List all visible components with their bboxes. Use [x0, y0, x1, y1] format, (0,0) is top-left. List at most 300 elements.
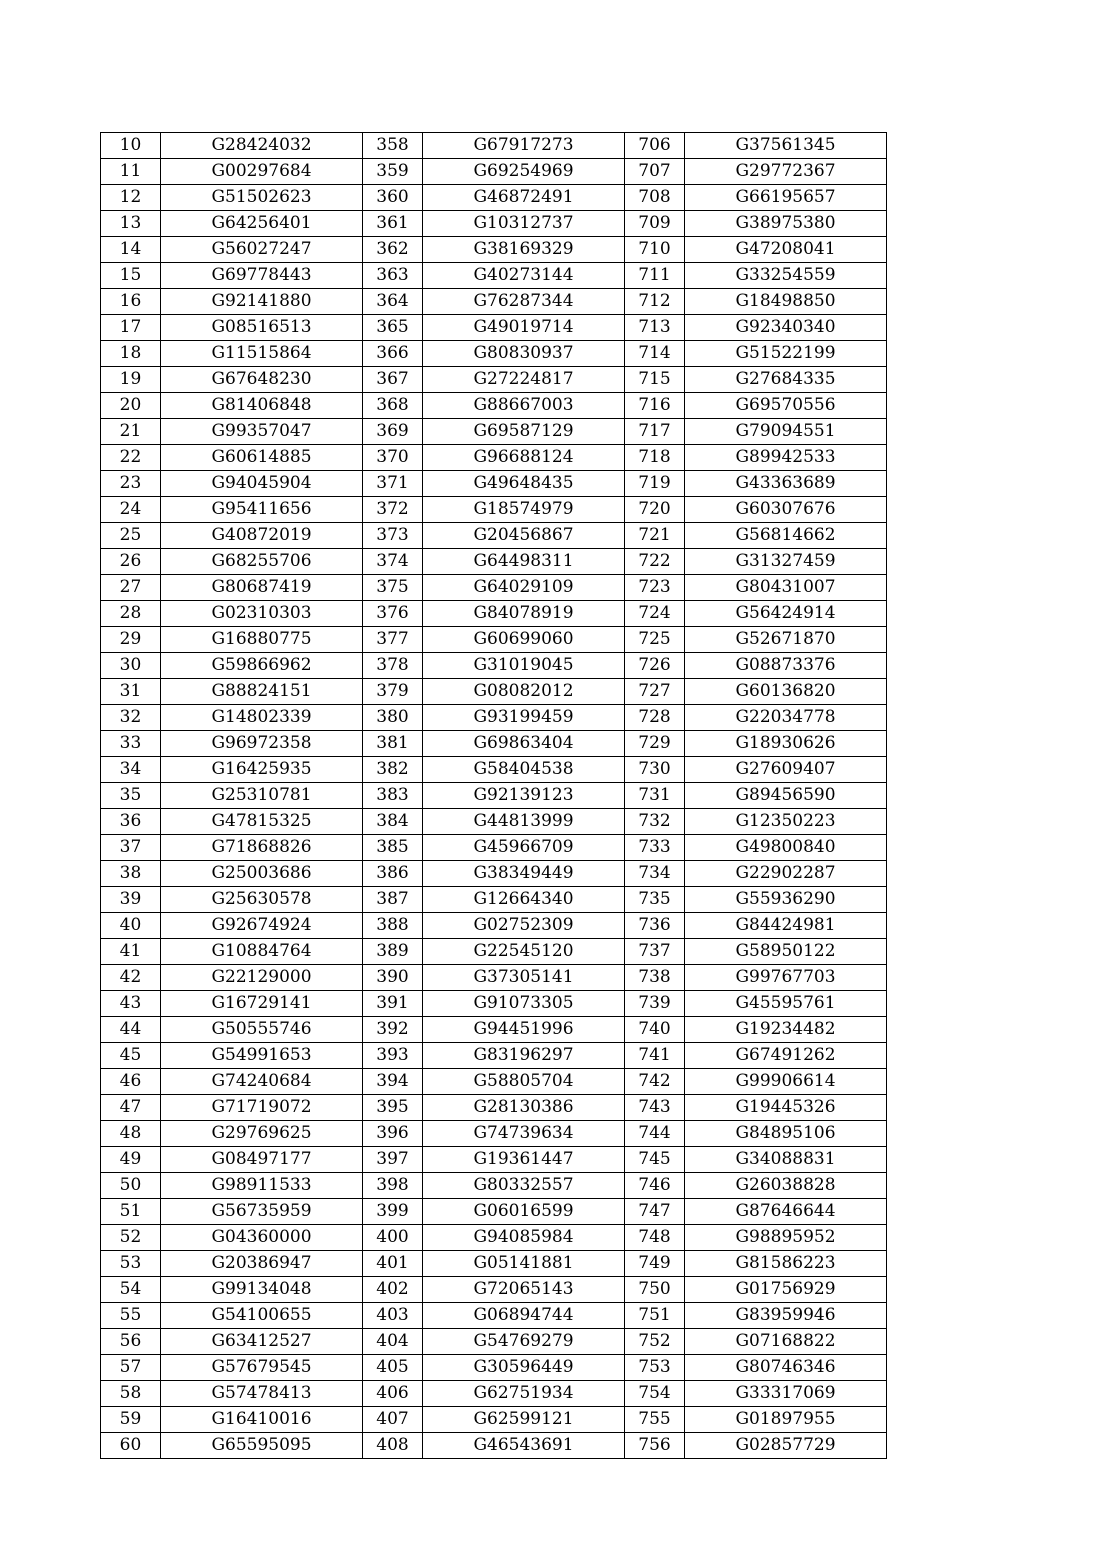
- index-cell: 44: [101, 1017, 161, 1043]
- index-cell: 737: [625, 939, 685, 965]
- table-row: [101, 1303, 887, 1329]
- code-cell: G31019045: [423, 653, 625, 679]
- table-row: [101, 731, 887, 757]
- index-cell: 369: [363, 419, 423, 445]
- code-cell: G91073305: [423, 991, 625, 1017]
- index-cell: 736: [625, 913, 685, 939]
- table-row: [101, 419, 887, 445]
- table-row: [101, 1095, 887, 1121]
- table-row: [101, 1017, 887, 1043]
- index-cell: 723: [625, 575, 685, 601]
- code-cell: G92141880: [161, 289, 363, 315]
- table-row: [101, 1173, 887, 1199]
- table-row: [101, 1069, 887, 1095]
- table-row: [101, 991, 887, 1017]
- code-cell: G20456867: [423, 523, 625, 549]
- id-number-table: [100, 132, 887, 1459]
- code-cell: G94451996: [423, 1017, 625, 1043]
- code-cell: G76287344: [423, 289, 625, 315]
- index-cell: 53: [101, 1251, 161, 1277]
- code-cell: G02310303: [161, 601, 363, 627]
- code-cell: G26038828: [685, 1173, 887, 1199]
- code-cell: G37561345: [685, 133, 887, 159]
- table-row: [101, 159, 887, 185]
- index-cell: 16: [101, 289, 161, 315]
- index-cell: 31: [101, 679, 161, 705]
- index-cell: 382: [363, 757, 423, 783]
- table-row: [101, 861, 887, 887]
- index-cell: 33: [101, 731, 161, 757]
- table-row: [101, 471, 887, 497]
- code-cell: G94045904: [161, 471, 363, 497]
- code-cell: G10884764: [161, 939, 363, 965]
- code-cell: G74240684: [161, 1069, 363, 1095]
- code-cell: G67491262: [685, 1043, 887, 1069]
- index-cell: 373: [363, 523, 423, 549]
- index-cell: 23: [101, 471, 161, 497]
- index-cell: 712: [625, 289, 685, 315]
- code-cell: G02857729: [685, 1433, 887, 1459]
- table-row: [101, 679, 887, 705]
- index-cell: 398: [363, 1173, 423, 1199]
- table-row: [101, 887, 887, 913]
- code-cell: G02752309: [423, 913, 625, 939]
- index-cell: 29: [101, 627, 161, 653]
- code-cell: G55936290: [685, 887, 887, 913]
- index-cell: 392: [363, 1017, 423, 1043]
- code-cell: G25003686: [161, 861, 363, 887]
- index-cell: 721: [625, 523, 685, 549]
- code-cell: G14802339: [161, 705, 363, 731]
- index-cell: 387: [363, 887, 423, 913]
- index-cell: 744: [625, 1121, 685, 1147]
- index-cell: 714: [625, 341, 685, 367]
- table-row: [101, 445, 887, 471]
- index-cell: 17: [101, 315, 161, 341]
- code-cell: G34088831: [685, 1147, 887, 1173]
- code-cell: G19361447: [423, 1147, 625, 1173]
- code-cell: G33317069: [685, 1381, 887, 1407]
- index-cell: 11: [101, 159, 161, 185]
- code-cell: G00297684: [161, 159, 363, 185]
- code-cell: G80746346: [685, 1355, 887, 1381]
- code-cell: G99357047: [161, 419, 363, 445]
- code-cell: G44813999: [423, 809, 625, 835]
- index-cell: 720: [625, 497, 685, 523]
- index-cell: 361: [363, 211, 423, 237]
- code-cell: G80431007: [685, 575, 887, 601]
- table-row: [101, 1277, 887, 1303]
- index-cell: 406: [363, 1381, 423, 1407]
- index-cell: 364: [363, 289, 423, 315]
- code-cell: G83959946: [685, 1303, 887, 1329]
- table-row: [101, 653, 887, 679]
- index-cell: 740: [625, 1017, 685, 1043]
- index-cell: 38: [101, 861, 161, 887]
- index-cell: 55: [101, 1303, 161, 1329]
- code-cell: G54769279: [423, 1329, 625, 1355]
- code-cell: G72065143: [423, 1277, 625, 1303]
- index-cell: 725: [625, 627, 685, 653]
- code-cell: G79094551: [685, 419, 887, 445]
- table-row: [101, 393, 887, 419]
- code-cell: G56027247: [161, 237, 363, 263]
- index-cell: 394: [363, 1069, 423, 1095]
- code-cell: G58805704: [423, 1069, 625, 1095]
- index-cell: 754: [625, 1381, 685, 1407]
- code-cell: G64256401: [161, 211, 363, 237]
- code-cell: G69570556: [685, 393, 887, 419]
- code-cell: G99767703: [685, 965, 887, 991]
- code-cell: G18930626: [685, 731, 887, 757]
- code-cell: G18574979: [423, 497, 625, 523]
- table-row: [101, 913, 887, 939]
- table-row: [101, 237, 887, 263]
- index-cell: 13: [101, 211, 161, 237]
- code-cell: G56424914: [685, 601, 887, 627]
- index-cell: 739: [625, 991, 685, 1017]
- table-row: [101, 783, 887, 809]
- index-cell: 32: [101, 705, 161, 731]
- index-cell: 400: [363, 1225, 423, 1251]
- index-cell: 34: [101, 757, 161, 783]
- code-cell: G71868826: [161, 835, 363, 861]
- index-cell: 407: [363, 1407, 423, 1433]
- code-cell: G29769625: [161, 1121, 363, 1147]
- code-cell: G38975380: [685, 211, 887, 237]
- index-cell: 362: [363, 237, 423, 263]
- table-row: [101, 185, 887, 211]
- table-row: [101, 341, 887, 367]
- code-cell: G84078919: [423, 601, 625, 627]
- code-cell: G95411656: [161, 497, 363, 523]
- code-cell: G92674924: [161, 913, 363, 939]
- index-cell: 18: [101, 341, 161, 367]
- code-cell: G16425935: [161, 757, 363, 783]
- table-row: [101, 939, 887, 965]
- code-cell: G69778443: [161, 263, 363, 289]
- index-cell: 28: [101, 601, 161, 627]
- index-cell: 396: [363, 1121, 423, 1147]
- code-cell: G64029109: [423, 575, 625, 601]
- code-cell: G38169329: [423, 237, 625, 263]
- index-cell: 715: [625, 367, 685, 393]
- index-cell: 10: [101, 133, 161, 159]
- index-cell: 390: [363, 965, 423, 991]
- index-cell: 750: [625, 1277, 685, 1303]
- code-cell: G60136820: [685, 679, 887, 705]
- index-cell: 359: [363, 159, 423, 185]
- index-cell: 19: [101, 367, 161, 393]
- code-cell: G69863404: [423, 731, 625, 757]
- index-cell: 52: [101, 1225, 161, 1251]
- code-cell: G81406848: [161, 393, 363, 419]
- index-cell: 747: [625, 1199, 685, 1225]
- index-cell: 724: [625, 601, 685, 627]
- index-cell: 26: [101, 549, 161, 575]
- code-cell: G06016599: [423, 1199, 625, 1225]
- index-cell: 54: [101, 1277, 161, 1303]
- table-row: [101, 1381, 887, 1407]
- index-cell: 726: [625, 653, 685, 679]
- code-cell: G51522199: [685, 341, 887, 367]
- index-cell: 365: [363, 315, 423, 341]
- index-cell: 360: [363, 185, 423, 211]
- code-cell: G31327459: [685, 549, 887, 575]
- index-cell: 47: [101, 1095, 161, 1121]
- code-cell: G16729141: [161, 991, 363, 1017]
- code-cell: G98895952: [685, 1225, 887, 1251]
- index-cell: 50: [101, 1173, 161, 1199]
- code-cell: G52671870: [685, 627, 887, 653]
- code-cell: G99134048: [161, 1277, 363, 1303]
- code-cell: G47208041: [685, 237, 887, 263]
- index-cell: 752: [625, 1329, 685, 1355]
- code-cell: G37305141: [423, 965, 625, 991]
- index-cell: 751: [625, 1303, 685, 1329]
- index-cell: 367: [363, 367, 423, 393]
- code-cell: G08082012: [423, 679, 625, 705]
- code-cell: G12664340: [423, 887, 625, 913]
- code-cell: G19445326: [685, 1095, 887, 1121]
- index-cell: 713: [625, 315, 685, 341]
- index-cell: 358: [363, 133, 423, 159]
- code-cell: G96972358: [161, 731, 363, 757]
- code-cell: G56735959: [161, 1199, 363, 1225]
- code-cell: G12350223: [685, 809, 887, 835]
- code-cell: G01897955: [685, 1407, 887, 1433]
- code-cell: G80830937: [423, 341, 625, 367]
- code-cell: G08516513: [161, 315, 363, 341]
- index-cell: 728: [625, 705, 685, 731]
- table-row: [101, 1225, 887, 1251]
- code-cell: G25310781: [161, 783, 363, 809]
- index-cell: 710: [625, 237, 685, 263]
- table-row: [101, 1199, 887, 1225]
- index-cell: 381: [363, 731, 423, 757]
- table-row: [101, 1355, 887, 1381]
- code-cell: G56814662: [685, 523, 887, 549]
- code-cell: G45966709: [423, 835, 625, 861]
- code-cell: G11515864: [161, 341, 363, 367]
- index-cell: 25: [101, 523, 161, 549]
- code-cell: G49019714: [423, 315, 625, 341]
- index-cell: 743: [625, 1095, 685, 1121]
- index-cell: 43: [101, 991, 161, 1017]
- code-cell: G29772367: [685, 159, 887, 185]
- table-row: [101, 211, 887, 237]
- code-cell: G74739634: [423, 1121, 625, 1147]
- code-cell: G94085984: [423, 1225, 625, 1251]
- code-cell: G64498311: [423, 549, 625, 575]
- index-cell: 405: [363, 1355, 423, 1381]
- index-cell: 27: [101, 575, 161, 601]
- index-cell: 735: [625, 887, 685, 913]
- index-cell: 727: [625, 679, 685, 705]
- index-cell: 22: [101, 445, 161, 471]
- code-cell: G19234482: [685, 1017, 887, 1043]
- index-cell: 57: [101, 1355, 161, 1381]
- code-cell: G16880775: [161, 627, 363, 653]
- code-cell: G40872019: [161, 523, 363, 549]
- index-cell: 730: [625, 757, 685, 783]
- index-cell: 20: [101, 393, 161, 419]
- index-cell: 60: [101, 1433, 161, 1459]
- code-cell: G92340340: [685, 315, 887, 341]
- index-cell: 21: [101, 419, 161, 445]
- index-cell: 14: [101, 237, 161, 263]
- index-cell: 374: [363, 549, 423, 575]
- code-cell: G69254969: [423, 159, 625, 185]
- code-cell: G89456590: [685, 783, 887, 809]
- code-cell: G59866962: [161, 653, 363, 679]
- index-cell: 376: [363, 601, 423, 627]
- code-cell: G05141881: [423, 1251, 625, 1277]
- code-cell: G43363689: [685, 471, 887, 497]
- table-row: [101, 497, 887, 523]
- index-cell: 49: [101, 1147, 161, 1173]
- index-cell: 391: [363, 991, 423, 1017]
- code-cell: G33254559: [685, 263, 887, 289]
- index-cell: 731: [625, 783, 685, 809]
- code-cell: G93199459: [423, 705, 625, 731]
- index-cell: 371: [363, 471, 423, 497]
- code-cell: G54100655: [161, 1303, 363, 1329]
- index-cell: 379: [363, 679, 423, 705]
- code-cell: G67917273: [423, 133, 625, 159]
- table-body: [101, 133, 887, 1459]
- code-cell: G07168822: [685, 1329, 887, 1355]
- code-cell: G10312737: [423, 211, 625, 237]
- table-row: [101, 315, 887, 341]
- code-cell: G25630578: [161, 887, 363, 913]
- index-cell: 375: [363, 575, 423, 601]
- index-cell: 383: [363, 783, 423, 809]
- code-cell: G49648435: [423, 471, 625, 497]
- index-cell: 399: [363, 1199, 423, 1225]
- index-cell: 733: [625, 835, 685, 861]
- index-cell: 37: [101, 835, 161, 861]
- index-cell: 46: [101, 1069, 161, 1095]
- table-row: [101, 549, 887, 575]
- table-row: [101, 263, 887, 289]
- index-cell: 742: [625, 1069, 685, 1095]
- index-cell: 39: [101, 887, 161, 913]
- code-cell: G88824151: [161, 679, 363, 705]
- code-cell: G57679545: [161, 1355, 363, 1381]
- index-cell: 41: [101, 939, 161, 965]
- code-cell: G60307676: [685, 497, 887, 523]
- table-row: [101, 289, 887, 315]
- code-cell: G58950122: [685, 939, 887, 965]
- index-cell: 717: [625, 419, 685, 445]
- index-cell: 404: [363, 1329, 423, 1355]
- index-cell: 753: [625, 1355, 685, 1381]
- index-cell: 706: [625, 133, 685, 159]
- index-cell: 719: [625, 471, 685, 497]
- code-cell: G27609407: [685, 757, 887, 783]
- index-cell: 393: [363, 1043, 423, 1069]
- code-cell: G22545120: [423, 939, 625, 965]
- index-cell: 748: [625, 1225, 685, 1251]
- code-cell: G40273144: [423, 263, 625, 289]
- index-cell: 363: [363, 263, 423, 289]
- code-cell: G22902287: [685, 861, 887, 887]
- code-cell: G88667003: [423, 393, 625, 419]
- table-row: [101, 1121, 887, 1147]
- index-cell: 368: [363, 393, 423, 419]
- code-cell: G99906614: [685, 1069, 887, 1095]
- index-cell: 59: [101, 1407, 161, 1433]
- table-row: [101, 965, 887, 991]
- code-cell: G18498850: [685, 289, 887, 315]
- code-cell: G01756929: [685, 1277, 887, 1303]
- index-cell: 402: [363, 1277, 423, 1303]
- index-cell: 45: [101, 1043, 161, 1069]
- index-cell: 35: [101, 783, 161, 809]
- index-cell: 42: [101, 965, 161, 991]
- code-cell: G08873376: [685, 653, 887, 679]
- code-cell: G71719072: [161, 1095, 363, 1121]
- index-cell: 397: [363, 1147, 423, 1173]
- code-cell: G60614885: [161, 445, 363, 471]
- index-cell: 749: [625, 1251, 685, 1277]
- code-cell: G04360000: [161, 1225, 363, 1251]
- code-cell: G62751934: [423, 1381, 625, 1407]
- index-cell: 40: [101, 913, 161, 939]
- code-cell: G22034778: [685, 705, 887, 731]
- index-cell: 729: [625, 731, 685, 757]
- code-cell: G58404538: [423, 757, 625, 783]
- index-cell: 15: [101, 263, 161, 289]
- index-cell: 395: [363, 1095, 423, 1121]
- code-cell: G51502623: [161, 185, 363, 211]
- index-cell: 707: [625, 159, 685, 185]
- code-cell: G47815325: [161, 809, 363, 835]
- code-cell: G80687419: [161, 575, 363, 601]
- index-cell: 36: [101, 809, 161, 835]
- index-cell: 746: [625, 1173, 685, 1199]
- index-cell: 756: [625, 1433, 685, 1459]
- code-cell: G87646644: [685, 1199, 887, 1225]
- table-row: [101, 523, 887, 549]
- index-cell: 745: [625, 1147, 685, 1173]
- code-cell: G68255706: [161, 549, 363, 575]
- index-cell: 722: [625, 549, 685, 575]
- code-cell: G50555746: [161, 1017, 363, 1043]
- code-cell: G38349449: [423, 861, 625, 887]
- table-row: [101, 1329, 887, 1355]
- table-row: [101, 835, 887, 861]
- index-cell: 403: [363, 1303, 423, 1329]
- code-cell: G66195657: [685, 185, 887, 211]
- index-cell: 48: [101, 1121, 161, 1147]
- index-cell: 56: [101, 1329, 161, 1355]
- index-cell: 370: [363, 445, 423, 471]
- code-cell: G81586223: [685, 1251, 887, 1277]
- table-row: [101, 1433, 887, 1459]
- code-cell: G84424981: [685, 913, 887, 939]
- code-cell: G65595095: [161, 1433, 363, 1459]
- code-cell: G54991653: [161, 1043, 363, 1069]
- code-cell: G89942533: [685, 445, 887, 471]
- index-cell: 385: [363, 835, 423, 861]
- table-row: [101, 1251, 887, 1277]
- index-cell: 388: [363, 913, 423, 939]
- code-cell: G27684335: [685, 367, 887, 393]
- code-cell: G62599121: [423, 1407, 625, 1433]
- code-cell: G30596449: [423, 1355, 625, 1381]
